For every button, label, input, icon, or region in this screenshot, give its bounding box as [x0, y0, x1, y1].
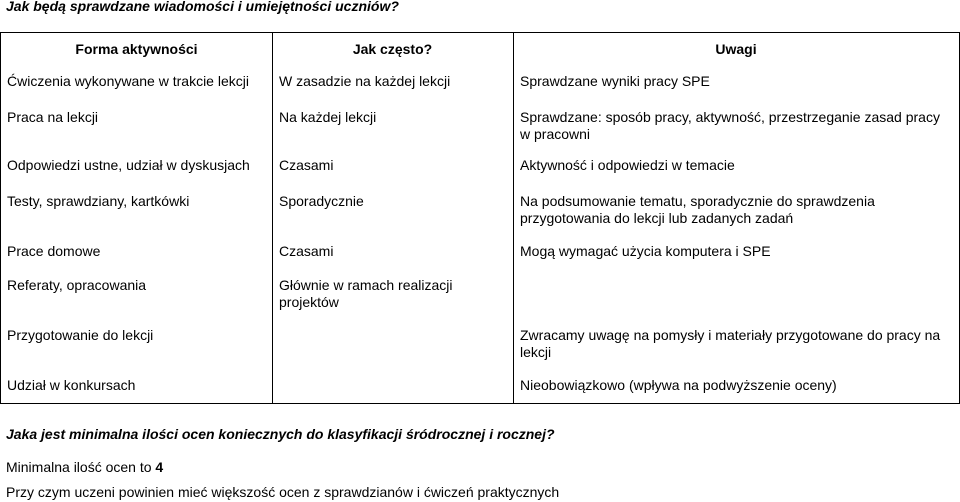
question-heading-2: Jaka jest minimalna ilości ocen koniecznych do klasyfikacji śródrocznej i rocznej? — [6, 426, 555, 442]
cell-notes: Sprawdzane wyniki pracy SPE — [520, 73, 710, 89]
min-grades-line — [6, 459, 163, 475]
cell-frequency: Sporadycznie — [279, 193, 364, 209]
header-notes: Uwagi — [715, 41, 757, 57]
min-grades-value: 4 — [155, 459, 164, 475]
cell-form: Przygotowanie do lekcji — [7, 327, 154, 343]
cell-frequency: Czasami — [279, 157, 334, 173]
cell-form: Ćwiczenia wykonywane w trakcie lekcji — [7, 73, 249, 89]
cell-form: Odpowiedzi ustne, udział w dyskusjach — [7, 157, 250, 173]
assessment-table — [0, 32, 960, 404]
cell-form: Praca na lekcji — [7, 109, 99, 125]
cell-notes: Mogą wymagać użycia komputera i SPE — [520, 243, 771, 259]
cell-form: Prace domowe — [7, 243, 101, 259]
final-note: Przy czym uczeni powinien mieć większość ocen z sprawdzianów i ćwiczeń praktycznych — [6, 484, 560, 500]
question-heading-1: Jak będą sprawdzane wiadomości i umiejętności uczniów? — [6, 0, 399, 14]
cell-frequency: W zasadzie na każdej lekcji — [279, 73, 451, 89]
header-frequency: Jak często? — [352, 41, 433, 57]
cell-notes: Sprawdzane: sposób pracy, aktywność, przestrzeganie zasad pracy w pracowni — [520, 109, 940, 142]
cell-frequency: Na każdej lekcji — [279, 109, 377, 125]
cell-notes: Na podsumowanie tematu, sporadycznie do sprawdzenia przygotowania do lekcji lub zadanych zadań — [520, 193, 875, 226]
cell-form: Referaty, opracowania — [7, 277, 147, 293]
cell-form: Udział w konkursach — [7, 377, 136, 393]
cell-notes: Zwracamy uwagę na pomysły i materiały przygotowane do pracy na lekcji — [520, 327, 941, 360]
column-divider — [272, 33, 273, 403]
cell-notes: Nieobowiązkowo (wpływa na podwyższenie oceny) — [520, 377, 837, 393]
min-grades-label: Minimalna ilość ocen to — [6, 459, 152, 475]
column-divider — [513, 33, 514, 403]
cell-frequency: Głównie w ramach realizacji projektów — [279, 277, 453, 310]
cell-frequency: Czasami — [279, 243, 334, 259]
cell-form: Testy, sprawdziany, kartkówki — [7, 193, 190, 209]
header-form: Forma aktywności — [75, 41, 198, 57]
cell-notes: Aktywność i odpowiedzi w temacie — [520, 157, 735, 173]
